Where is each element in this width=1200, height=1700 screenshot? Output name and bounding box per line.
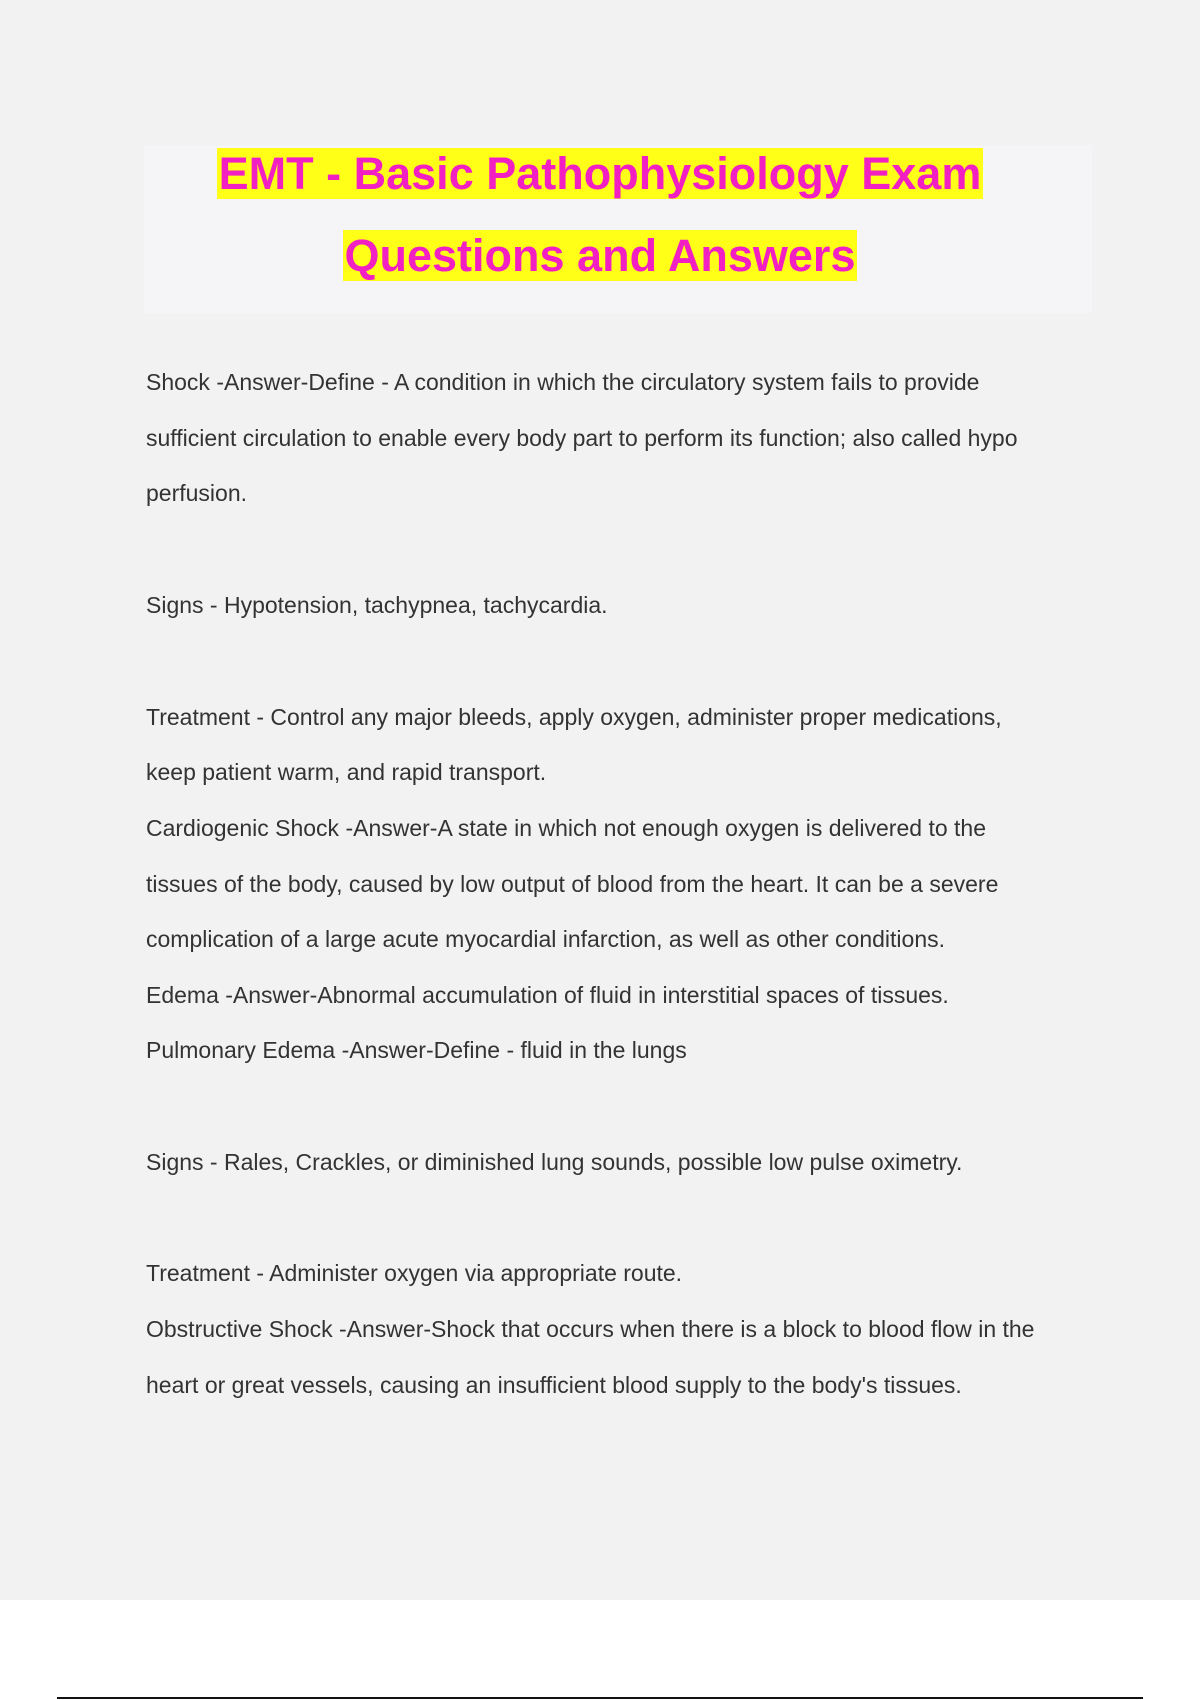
body-line: sufficient circulation to enable every body part to perform its function; also called hypo (146, 425, 1018, 451)
body-line: complication of a large acute myocardial infarction, as well as other conditions. (146, 926, 946, 952)
body-line: Signs - Rales, Crackles, or diminished lung sounds, possible low pulse oximetry. (146, 1149, 963, 1175)
body-line: heart or great vessels, causing an insufficient blood supply to the body's tissues. (146, 1372, 962, 1398)
body-line: perfusion. (146, 480, 248, 506)
body-line: Signs - Hypotension, tachypnea, tachycardia. (146, 592, 608, 618)
body-line: Pulmonary Edema -Answer-Define - fluid in the lungs (146, 1037, 687, 1063)
body-line: Edema -Answer-Abnormal accumulation of fluid in interstitial spaces of tissues. (146, 982, 949, 1008)
body-line: Shock -Answer-Define - A condition in which the circulatory system fails to provide (146, 369, 980, 395)
body-line: Obstructive Shock -Answer-Shock that occurs when there is a block to blood flow in the (146, 1316, 1035, 1342)
footer-rule (57, 1697, 1143, 1699)
body-line: Cardiogenic Shock -Answer-A state in which not enough oxygen is delivered to the (146, 815, 986, 841)
body-line: Treatment - Control any major bleeds, apply oxygen, administer proper medications, (146, 704, 1002, 730)
document-title-line-1: EMT - Basic Pathophysiology Exam (218, 148, 982, 199)
body-line: keep patient warm, and rapid transport. (146, 759, 547, 785)
body-line: tissues of the body, caused by low output of blood from the heart. It can be a severe (146, 871, 999, 897)
body-line: Treatment - Administer oxygen via appropriate route. (146, 1260, 683, 1286)
document-title-line-2: Questions and Answers (344, 230, 856, 281)
